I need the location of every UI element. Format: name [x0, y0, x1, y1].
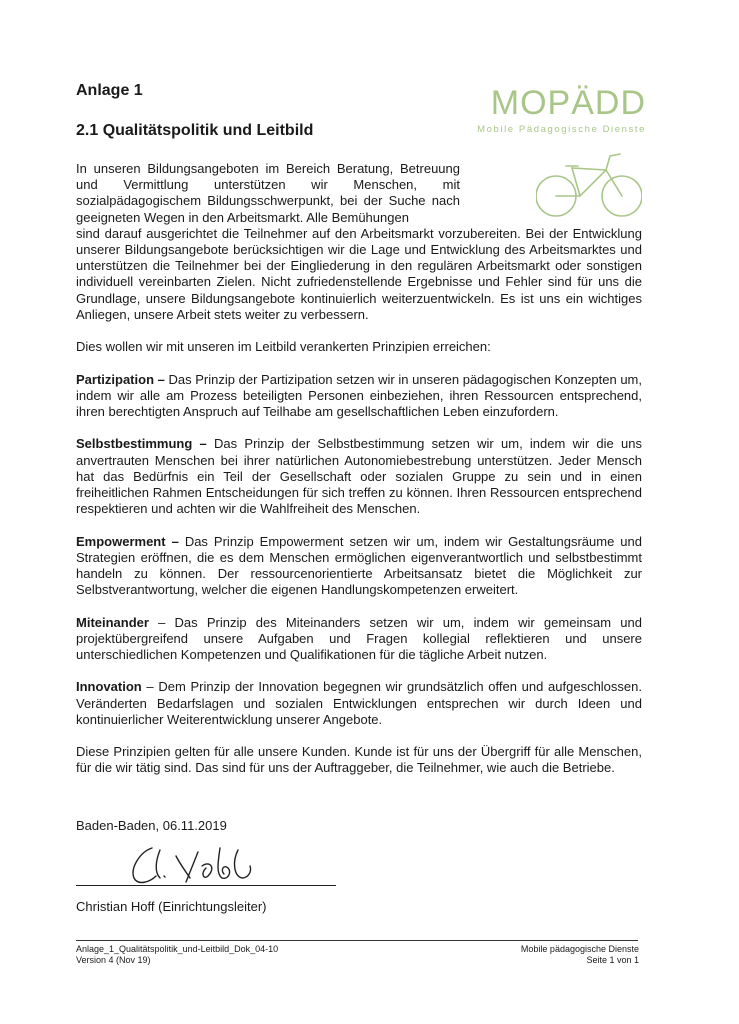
principle-text: Das Prinzip Empowerment setzen wir um, indem wir Gestaltungsräume und Strategien eröffnen, die es dem Menschen ermöglichen eigenverantwortlich und selbstbestimmt handeln zu können. Der ressourcenorientierte Arbeitsansatz bietet die Möglichkeit zur Selbstverantwortung, welcher die eigenen Handlungskompetenzen erweitert.: [76, 533, 642, 598]
principle-term: Partizipation: [76, 371, 155, 387]
principle-text: Das Prinzip der Selbstbestimmung setzen wir um, indem wir die uns anvertrauten Menschen bei ihrer natürlichen Autonomiebestrebung unterstützen. Jeder Mensch hat das Bedürfnis ein Teil der Gesellschaft oder sozialen Gruppe zu sein und in einen freiheitlichen Rahmen Entscheidungen für sich treffen zu können. Ihren Ressourcen entsprechend respektieren und achten wir die Wahlfreiheit des Menschen.: [76, 436, 642, 517]
footer-divider: [76, 940, 638, 941]
principle-text: Das Prinzip des Miteinanders setzen wir um, indem wir gemeinsam und projektübergreifend unsere Aufgaben und Fragen kollegial reflektieren und unsere unterschiedlichen Kompetenzen und Qualifikationen für die tägliche Arbeit nutzen.: [76, 614, 642, 663]
principle-term: Selbstbestimmung: [76, 436, 193, 452]
footer-document-name: Anlage_1_Qualitätspolitik_und-Leitbild_Dok_04-10: [76, 944, 279, 954]
principle-partizipation: Partizipation – Das Prinzip der Partizipation setzen wir in unseren pädagogischen Konzepten um, indem wir alle am Prozess beteiligten Personen einbeziehen, ihren Ressourcen entsprechend, ihren berechtigten Anspruch auf Teilhabe am gesellschaftlichen Leben einzufordern.: [76, 371, 642, 420]
intro-rest-text: sind darauf ausgerichtet die Teilnehmer auf den Arbeitsmarkt vorzubereiten. Bei der Entwicklung unserer Bildungsangebote berücksichtigen wir die Lage und Entwicklung des Arbeitsmarktes und unterstützen die Teilnehmer bei der Eingliederung in den regulären Arbeitsmarkt oder sonstigen individuell vereinbarten Zielen. Nicht zufriedenstellende Ergebnisse und Fehler sind für uns die Grundlage, unsere Bildungsangebote kontinuierlich weiterzuentwickeln. Es ist uns ein wichtiges Anliegen, unsere Arbeit stets weiter zu verbessern.: [76, 225, 642, 322]
intro-paragraph: [76, 161, 642, 323]
principle-selbstbestimmung: Selbstbestimmung – Das Prinzip der Selbstbestimmung setzen wir um, indem wir die uns anvertrauten Menschen bei ihrer natürlichen Autonomiebestrebung unterstützen. Jeder Mensch hat das Bedürfnis ein Teil der Gesellschaft oder sozialen Gruppe zu sein und in einen freiheitlichen Rahmen Entscheidungen für sich treffen zu können. Ihren Ressourcen entsprechend respektieren und achten wir die Wahlfreiheit des Menschen.: [76, 436, 642, 517]
lead-in: Dies wollen wir mit unseren im Leitbild verankerten Prinzipien erreichen:: [76, 339, 491, 355]
principle-innovation: Innovation – Dem Prinzip der Innovation begegnen wir grundsätzlich offen und aufgeschlossen. Veränderten Bedarfslagen und sozialen Entwicklungen entsprechen wir durch Ideen und kontinuierlicher Weiterentwicklung unserer Angebote.: [76, 679, 642, 727]
closing-paragraph: Diese Prinzipien gelten für alle unsere Kunden. Kunde ist für uns der Übergriff für alle Menschen, für die wir tätig sind. Das sind für uns der Auftraggeber, die Teilnehmer, wie auch die Betriebe.: [76, 744, 642, 776]
footer-left: [76, 944, 278, 966]
footer-organization: Mobile pädagogische Dienste: [520, 944, 639, 954]
logo-subtitle: Mobile Pädagogische Dienste: [477, 124, 646, 135]
footer-version: Version 4 (Nov 19): [76, 955, 151, 965]
footer-right: [521, 944, 639, 966]
principle-miteinander: Miteinander – Das Prinzip des Miteinanders setzen wir um, indem wir gemeinsam und projektübergreifend unsere Aufgaben und Fragen kollegial reflektieren und unsere unterschiedlichen Kompetenzen und Qualifikationen für die tägliche Arbeit nutzen.: [76, 614, 642, 663]
signature-line: [76, 885, 336, 886]
intro-narrow-text: In unseren Bildungsangeboten im Bereich Beratung, Betreuung und Vermittlung unterstützen wir Menschen, mit sozialpädagogischem Bildungsschwerpunkt, bei der Suche nach geeigneten Wegen in den Arbeitsmarkt. Alle Bemühungen: [76, 161, 460, 225]
principle-term: Empowerment: [76, 533, 166, 549]
place-date: Baden-Baden, 06.11.2019: [76, 818, 227, 833]
signer-name: Christian Hoff (Einrichtungsleiter): [76, 899, 267, 914]
attachment-label: Anlage 1: [76, 82, 143, 99]
principle-text: Das Prinzip der Partizipation setzen wir in unseren pädagogischen Konzepten um, indem wir alle am Prozess beteiligten Personen einbeziehen, ihren Ressourcen entsprechend, ihren berechtigten Anspruch auf Teilhabe am gesellschaftlichen Leben einzufordern.: [76, 371, 642, 420]
footer-page-number: Seite 1 von 1: [586, 955, 639, 965]
principle-term: Innovation: [76, 679, 142, 695]
body-text: [76, 161, 642, 793]
principle-empowerment: Empowerment – Das Prinzip Empowerment setzen wir um, indem wir Gestaltungsräume und Strategien eröffnen, die es dem Menschen ermöglichen eigenverantwortlich und selbstbestimmt handeln zu können. Der ressourcenorientierte Arbeitsansatz bietet die Möglichkeit zur Selbstverantwortung, welcher die eigenen Handlungskompetenzen erweitert.: [76, 533, 642, 598]
logo-wordmark: MOPÄDD: [490, 84, 646, 122]
principle-text: Dem Prinzip der Innovation begegnen wir grundsätzlich offen und aufgeschlossen. Veränderten Bedarfslagen und sozialen Entwicklungen entsprechen wir durch Ideen und kontinuierlicher Weiterentwicklung unserer Angebote.: [76, 679, 642, 727]
section-title: 2.1 Qualitätspolitik und Leitbild: [76, 122, 314, 139]
principle-term: Miteinander: [76, 614, 149, 630]
